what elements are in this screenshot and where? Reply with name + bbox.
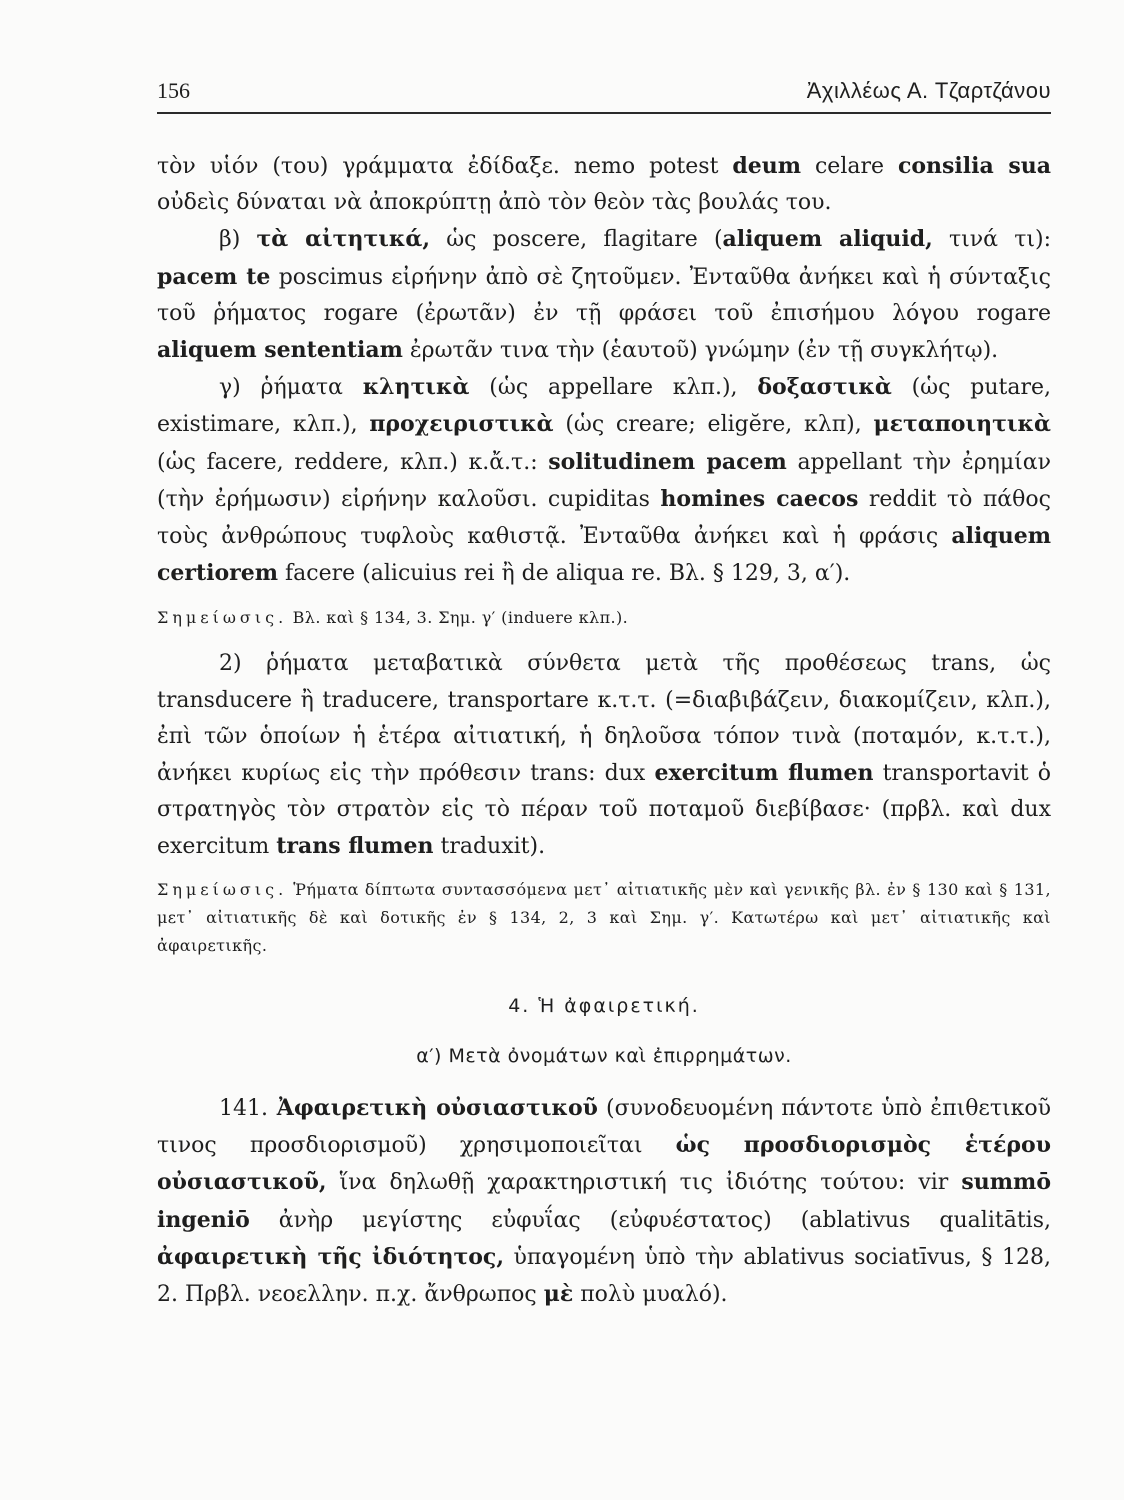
page-header xyxy=(157,78,1051,114)
paragraph-1: τὸν υἱόν (του) γράμματα ἐδίδαξε. nemo potest deum celare consilia sua οὐδεὶς δύναται νὰ ἀποκρύπτῃ ἀπὸ τὸν θεὸν τὰς βουλάς του. xyxy=(157,153,1052,216)
page-number: 156 xyxy=(157,78,190,103)
running-title: Ἀχιλλέως Α. Τζαρτζάνου xyxy=(806,78,1051,103)
note-2: Σημείωσις. Ῥήματα δίπτωτα συντασσόμενα μετ᾽ αἰτιατικῆς μὲν καὶ γενικῆς βλ. ἐν § 130 καὶ § 131, μετ᾽ αἰτιατικῆς δὲ καὶ δοτικῆς ἐν § 134, 2, 3 καὶ Σημ. γ′. Κατωτέρω καὶ μετ᾽ αἰτιατικῆς καὶ ἀφαιρετικῆς. xyxy=(157,879,1051,955)
note-1: Σημείωσις. Βλ. καὶ § 134, 3. Σημ. γ′ (induere κλπ.). xyxy=(157,608,629,628)
paragraph-4: 2) ῥήματα μεταβατικὰ σύνθετα μετὰ τῆς προθέσεως trans, ὡς transducere ἢ traducere, transportare κ.τ.τ. (=διαβιβάζειν, διακομίζειν, κλπ.), ἐπὶ τῶν ὁποίων ἡ ἑτέρα αἰτιατική, ἡ δηλοῦσα τόπον τινὰ (ποταμόν, κ.τ.τ.), ἀνήκει κυρίως εἰς τὴν πρόθεσιν trans: dux exercitum flumen transportavit ὁ στρατηγὸς τὸν στρατὸν εἰς τὸ πέραν τοῦ ποταμοῦ διεβίβασε· (πρβλ. καὶ dux exercitum trans flumen traduxit). xyxy=(157,651,1052,860)
page-body xyxy=(157,148,1051,1313)
subsection-heading: α′) Μετὰ ὀνομάτων καὶ ἐπιρρημάτων. xyxy=(416,1044,792,1067)
paragraph-141: 141. Ἀφαιρετικὴ οὐσιαστικοῦ (συνοδευομένη πάντοτε ὑπὸ ἐπιθετικοῦ τινος προσδιορισμοῦ) χρησιμοποιεῖται ὡς προσδιορισμὸς ἑτέρου οὐσιαστικοῦ, ἵνα δηλωθῇ χαρακτηριστική τις ἰδιότης τούτου: vir summō ingeniō ἀνὴρ μεγίστης εὐφυΐας (εὐφυέστατος) (ablativus qualitātis, ἀφαιρετικὴ τῆς ἰδιότητος, ὑπαγομένη ὑπὸ τὴν ablativus sociatīvus, § 128, 2. Πρβλ. νεοελλην. π.χ. ἄνθρωπος μὲ πολὺ μυαλό). xyxy=(157,1095,1051,1308)
section-heading: 4. Ἡ ἀφαιρετική. xyxy=(508,994,700,1017)
paragraph-2: β) τὰ αἰτητικά, ὡς poscere, flagitare (aliquem aliquid, τινά τι): pacem te poscimus εἰρήνην ἀπὸ σὲ ζητοῦμεν. Ἐνταῦθα ἀνήκει καὶ ἡ σύνταξις τοῦ ῥήματος rogare (ἐρωτᾶν) ἐν τῇ φράσει τοῦ ἐπισήμου λόγου rogare aliquem sententiam ἐρωτᾶν τινα τὴν (ἑαυτοῦ) γνώμην (ἐν τῇ συγκλήτῳ). xyxy=(157,226,1051,364)
paragraph-3: γ) ῥήματα κλητικὰ (ὡς appellare κλπ.), δοξαστικὰ (ὡς putare, existimare, κλπ.), προχειριστικὰ (ὡς creare; eligĕre, κλπ), μεταποιητικὰ (ὡς facere, reddere, κλπ.) κ.ἄ.τ.: solitudinem pacem appellant τὴν ἐρημίαν (τὴν ἐρήμωσιν) εἰρήνην καλοῦσι. cupiditas homines caecos reddit τὸ πάθος τοὺς ἀνθρώπους τυφλοὺς καθιστᾷ. Ἐνταῦθα ἀνήκει καὶ ἡ φράσις aliquem certiorem facere (alicuius rei ἢ de aliqua re. Βλ. § 129, 3, α′). xyxy=(157,374,1051,587)
